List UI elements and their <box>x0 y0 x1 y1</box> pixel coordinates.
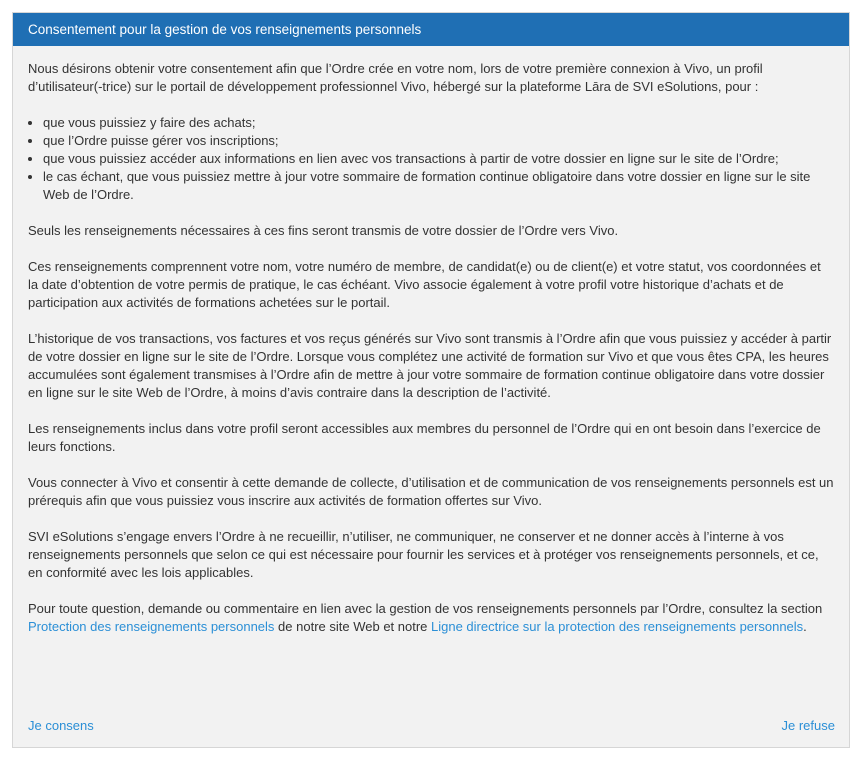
privacy-protection-link[interactable]: Protection des renseignements personnels <box>28 619 275 634</box>
purpose-item: • que l’Ordre puisse gérer vos inscriptions; <box>43 132 834 150</box>
purpose-item: • que vous puissiez y faire des achats; <box>43 114 834 132</box>
dialog-body <box>13 46 849 636</box>
staff-access-paragraph: Les renseignements inclus dans votre profil seront accessibles aux membres du personnel de l’Ordre qui en ont besoin dans l’exercice de leurs fonctions. <box>28 421 821 454</box>
contact-middle: de notre site Web et notre <box>274 619 432 634</box>
refuse-button[interactable]: Je refuse <box>781 718 835 733</box>
transaction-history-paragraph: L’historique de vos transactions, vos factures et vos reçus générés sur Vivo sont transmis à l’Ordre afin que vous puissiez y accéder à partir de votre dossier en ligne sur le site de l’Ordre. Lorsque vous complétez une activité de formation sur Vivo et que vous êtes CPA, les heures accumulées sont également transmises à l’Ordre afin de mettre à jour votre sommaire de formation continue obligatoire dans votre dossier en ligne sur le site Web de l’Ordre, à moins d’avis contraire dans la description de l’activité. <box>28 331 832 400</box>
intro-paragraph: Nous désirons obtenir votre consentement afin que l’Ordre crée en votre nom, lors de votre première connexion à Vivo, un profil d’utilisateur(-trice) sur le portail de développement professionnel Vivo, hébergé sur la plateforme Lāra de SVI eSolutions, pour : <box>28 61 763 94</box>
purpose-item: • que vous puissiez accéder aux informations en lien avec vos transactions à partir de votre dossier en ligne sur le site de l’Ordre; <box>43 150 834 168</box>
consent-button[interactable]: Je consens <box>28 718 94 733</box>
dialog-actions <box>28 717 835 735</box>
purpose-item: • le cas échant, que vous puissiez mettre à jour votre sommaire de formation continue obligatoire dans votre dossier en ligne sur le site Web de l’Ordre. <box>43 168 834 204</box>
contact-paragraph <box>28 600 834 636</box>
contact-prefix: Pour toute question, demande ou commentaire en lien avec la gestion de vos renseignements personnels par l’Ordre, consultez la section <box>28 601 823 616</box>
dialog-title: Consentement pour la gestion de vos renseignements personnels <box>13 13 849 46</box>
prerequisite-paragraph: Vous connecter à Vivo et consentir à cette demande de collecte, d’utilisation et de communication de vos renseignements personnels est un prérequis afin que vous puissiez vous inscrire aux activités de formation offertes sur Vivo. <box>28 475 834 508</box>
consent-dialog <box>12 12 850 748</box>
svi-commitment-paragraph: SVI eSolutions s’engage envers l’Ordre à ne recueillir, n’utiliser, ne communiquer, ne conserver et ne donner accès à l’interne à vos renseignements personnels que selon ce qui est nécessaire pour fournir les services et à protéger vos renseignements personnels, et ce, en conformité avec les lois applicables. <box>28 529 819 580</box>
purpose-list <box>28 114 834 204</box>
privacy-guideline-link[interactable]: Ligne directrice sur la protection des renseignements personnels <box>431 619 804 634</box>
data-included-paragraph: Ces renseignements comprennent votre nom, votre numéro de membre, de candidat(e) ou de client(e) et votre statut, vos coordonnées et la date d’obtention de votre permis de pratique, le cas échéant. Vivo associe également à votre profil votre historique d’achats et de participation aux activités de formations achetées sur le portail. <box>28 259 821 310</box>
contact-suffix: . <box>803 619 807 634</box>
transmitted-data-paragraph: Seuls les renseignements nécessaires à ces fins seront transmis de votre dossier de l’Ordre vers Vivo. <box>28 223 619 238</box>
